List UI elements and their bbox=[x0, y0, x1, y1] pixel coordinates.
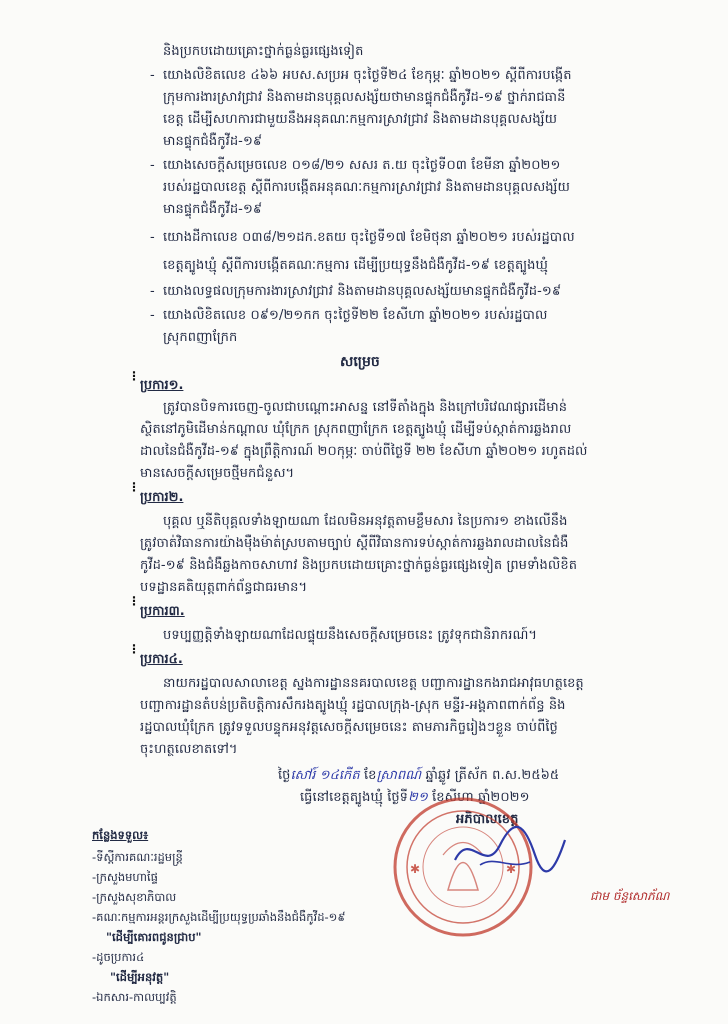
article-3-line-1: បទប្បញ្ញត្តិទាំងឡាយណាដែលផ្ទុយនឹងសេចក្តីសម្រេចនេះ ត្រូវទុកជានិរាករណ៍។ bbox=[163, 628, 538, 643]
lunar-month-handwritten: ស្រាពណ៍ bbox=[376, 768, 422, 783]
recipient-1: -ទីស្តីការគណៈរដ្ឋមន្ត្រី bbox=[92, 850, 183, 864]
signer-title: អភិបាលខេត្ត bbox=[456, 812, 519, 827]
article-2-line-1: បុគ្គល ឬនីតិបុគ្គលទាំងឡាយណា ដែលមិនអនុវត្តតាមខ្លឹមសារ នៃប្រការ១ ខាងលើនឹង bbox=[163, 514, 568, 529]
recipient-6: -ឯកសារ-កាលប្បវត្តិ bbox=[92, 990, 177, 1004]
lunar-date-prefix: ថ្ងៃ bbox=[278, 768, 291, 783]
article-2-line-4: បទដ្ឋានគតិយុត្តពាក់ព័ន្ធជាធរមាន។ bbox=[140, 580, 308, 595]
margin-dots: ⋮ bbox=[128, 642, 140, 656]
reference-3-line-1: យោងដីកាលេខ ០៣៨/២១ដក.ខតយ ចុះថ្ងៃទី១៧ ខែមិថុនា ឆ្នាំ២០២១ របស់រដ្ឋបាល bbox=[163, 230, 575, 245]
lunar-year: ឆ្នាំឆ្លូវ ត្រីស័ក ព.ស.២៥៦៥ bbox=[425, 768, 560, 783]
signature-scribble-icon bbox=[450, 820, 570, 880]
recipients-sub-1: "ដើម្បីគោរពជូនជ្រាប" bbox=[106, 930, 202, 944]
recipient-5: -ដូចប្រការ៤ bbox=[92, 950, 145, 964]
article-2-line-2: ត្រូវចាត់វិធានការយ៉ាងម៉ឺងម៉ាត់ស្របតាមច្បាប់ ស្តីពីវិធានការទប់ស្កាត់ការឆ្លងរាលដាលនៃជំងឺ bbox=[140, 536, 569, 551]
day-handwritten: ២១ bbox=[408, 790, 428, 805]
article-4-line-4: ចុះហត្ថលេខាតទៅ។ bbox=[140, 742, 238, 757]
signature-name: ជាម ច័ន្ទសោភ័ណ bbox=[590, 889, 670, 903]
recipients-sub-2: "ដើម្បីអនុវត្ត" bbox=[110, 970, 170, 984]
article-2-line-3: កូវីដ-១៩ និងជំងឺឆ្លងកាចសាហាវ និងប្រកបដោយគ្រោះថ្នាក់ធ្ងន់ធ្ងរផ្សេងទៀត ព្រមទាំងលិខិត bbox=[140, 558, 578, 573]
decision-title: សម្រេច bbox=[340, 354, 380, 370]
article-1-line-4: មានសេចក្តីសម្រេចថ្មីមកជំនួស។ bbox=[140, 466, 295, 481]
lunar-day-handwritten: សៅរ៍ ១៤កើត bbox=[290, 768, 360, 783]
reference-3-line-2: ខេត្តត្បូងឃ្មុំ ស្តីពីការបង្កើតគណៈកម្មការ ដើម្បីប្រយុទ្ធនឹងជំងឺកូវីដ-១៩ ខេត្តត្បូងឃ្មុំ bbox=[163, 258, 549, 273]
margin-dots: ⋮ bbox=[128, 480, 140, 494]
reference-1-line-4: មានផ្ទុកជំងឺកូវីដ-១៩ bbox=[163, 134, 263, 149]
article-1-line-3: ដាលនៃជំងឺកូវីដ-១៩ ក្នុងព្រឹត្តិការណ៍ ២០កុម្ភៈ ចាប់ពីថ្ងៃទី ២២ ខែសីហា ឆ្នាំ២០២១ រហូតដល់ bbox=[140, 444, 588, 459]
article-1-line-1: ត្រូវបានបិទការចេញ-ចូលជាបណ្តោះអាសន្ន នៅទីតាំងក្នុង និងក្រៅបរិវេណផ្សារដើមាន់ bbox=[163, 400, 568, 415]
svg-text:✱: ✱ bbox=[410, 862, 421, 876]
reference-2-line-3: មានផ្ទុកជំងឺកូវីដ-១៩ bbox=[163, 202, 263, 217]
place-prefix: ធ្វើនៅខេត្តត្បូងឃ្មុំ ថ្ងៃទី bbox=[300, 790, 409, 805]
reference-5-line-2: ស្រុកពញាក្រែក bbox=[163, 330, 238, 345]
continuation-line: និងប្រកបដោយគ្រោះថ្នាក់ធ្ងន់ធ្ងរផ្សេងទៀត bbox=[163, 44, 364, 59]
recipient-2: -ក្រសួងមហាផ្ទៃ bbox=[92, 870, 158, 884]
reference-2-line-2: របស់រដ្ឋបាលខេត្ត ស្តីពីការបង្កើតអនុគណៈកម្មការស្រាវជ្រាវ និងតាមដានបុគ្គលសង្ស័យ bbox=[163, 180, 571, 195]
article-1-line-2: ស្ថិតនៅភូមិដើមាន់កណ្តាល ឃុំក្រែក ស្រុកពញាក្រែក ខេត្តត្បូងឃ្មុំ ដើម្បីទប់ស្កាត់ការឆ្លងរាល bbox=[140, 422, 572, 437]
bullet-dash: - bbox=[150, 230, 155, 245]
article-2-heading: ប្រការ២. bbox=[140, 490, 184, 505]
bullet-dash: - bbox=[150, 158, 155, 173]
article-4-line-2: បញ្ជាការដ្ឋានតំបន់ប្រតិបត្តិការសឹករងត្បូងឃ្មុំ រដ្ឋបាលក្រុង-ស្រុក មន្ទីរ-អង្គភាពពាក់ព័ន្ធ និង bbox=[140, 698, 566, 713]
bullet-dash: - bbox=[150, 68, 155, 83]
reference-5-line-1: យោងលិខិតលេខ ០៩១/២១កក ចុះថ្ងៃទី២២ ខែសីហា ឆ្នាំ២០២១ របស់រដ្ឋបាល bbox=[163, 308, 548, 323]
lunar-date-line bbox=[278, 766, 718, 786]
article-4-line-1: នាយករដ្ឋបាលសាលាខេត្ត ស្នងការដ្ឋាននគរបាលខេត្ត បញ្ជាការដ្ឋានកងរាជអាវុធហត្ថខេត្ត bbox=[163, 676, 584, 691]
reference-1-line-1: យោងលិខិតលេខ ៤៦៦ អបស.សប្រអ ចុះថ្ងៃទី២៤ ខែកុម្ភៈ ឆ្នាំ២០២១ ស្តីពីការបង្កើត bbox=[163, 68, 572, 83]
bullet-dash: - bbox=[150, 284, 155, 299]
month-year: ខែសីហា ឆ្នាំ២០២១ bbox=[432, 790, 530, 805]
article-4-line-3: រដ្ឋបាលឃុំក្រែក ត្រូវទទួលបន្ទុកអនុវត្តសេចក្តីសម្រេចនេះ តាមភារកិច្ចរៀងៗខ្លួន ចាប់ពីថ្ងៃ bbox=[140, 720, 558, 735]
reference-1-line-3: ខេត្ត ដើម្បីសហការជាមួយនឹងអនុគណៈកម្មការស្រាវជ្រាវ និងតាមដានបុគ្គលសង្ស័យ bbox=[163, 112, 558, 127]
reference-2-line-1: យោងសេចក្តីសម្រេចលេខ ០១៨/២១ សសរ ត.យ ចុះថ្ងៃទី០៣ ខែមីនា ឆ្នាំ២០២១ bbox=[163, 158, 561, 173]
article-4-heading: ប្រការ៤. bbox=[140, 652, 183, 667]
svg-text:✱: ✱ bbox=[506, 862, 517, 876]
article-3-heading: ប្រការ៣. bbox=[140, 604, 185, 619]
recipients-heading: កន្លែងទទួល៖ bbox=[92, 828, 149, 842]
article-1-heading: ប្រការ១. bbox=[140, 378, 184, 393]
reference-1-line-2: ក្រុមការងារស្រាវជ្រាវ និងតាមដានបុគ្គលសង្ស័យថាមានផ្ទុកជំងឺកូវីដ-១៩ ថ្នាក់រាជធានី bbox=[163, 90, 566, 105]
bullet-dash: - bbox=[150, 308, 155, 323]
reference-4-line-1: យោងលទ្ធផលក្រុមការងារស្រាវជ្រាវ និងតាមដានបុគ្គលសង្ស័យមានផ្ទុកជំងឺកូវីដ-១៩ bbox=[163, 284, 562, 299]
recipient-3: -ក្រសួងសុខាភិបាល bbox=[92, 890, 177, 904]
lunar-month-label: ខែ bbox=[363, 768, 377, 783]
margin-dots: ⋮ bbox=[128, 594, 140, 608]
recipient-4: -គណៈកម្មការអន្តរក្រសួងដើម្បីប្រយុទ្ធប្រឆាំងនឹងជំងឺកូវីដ-១៩ bbox=[92, 910, 346, 924]
margin-dots: ⋮ bbox=[128, 369, 140, 383]
